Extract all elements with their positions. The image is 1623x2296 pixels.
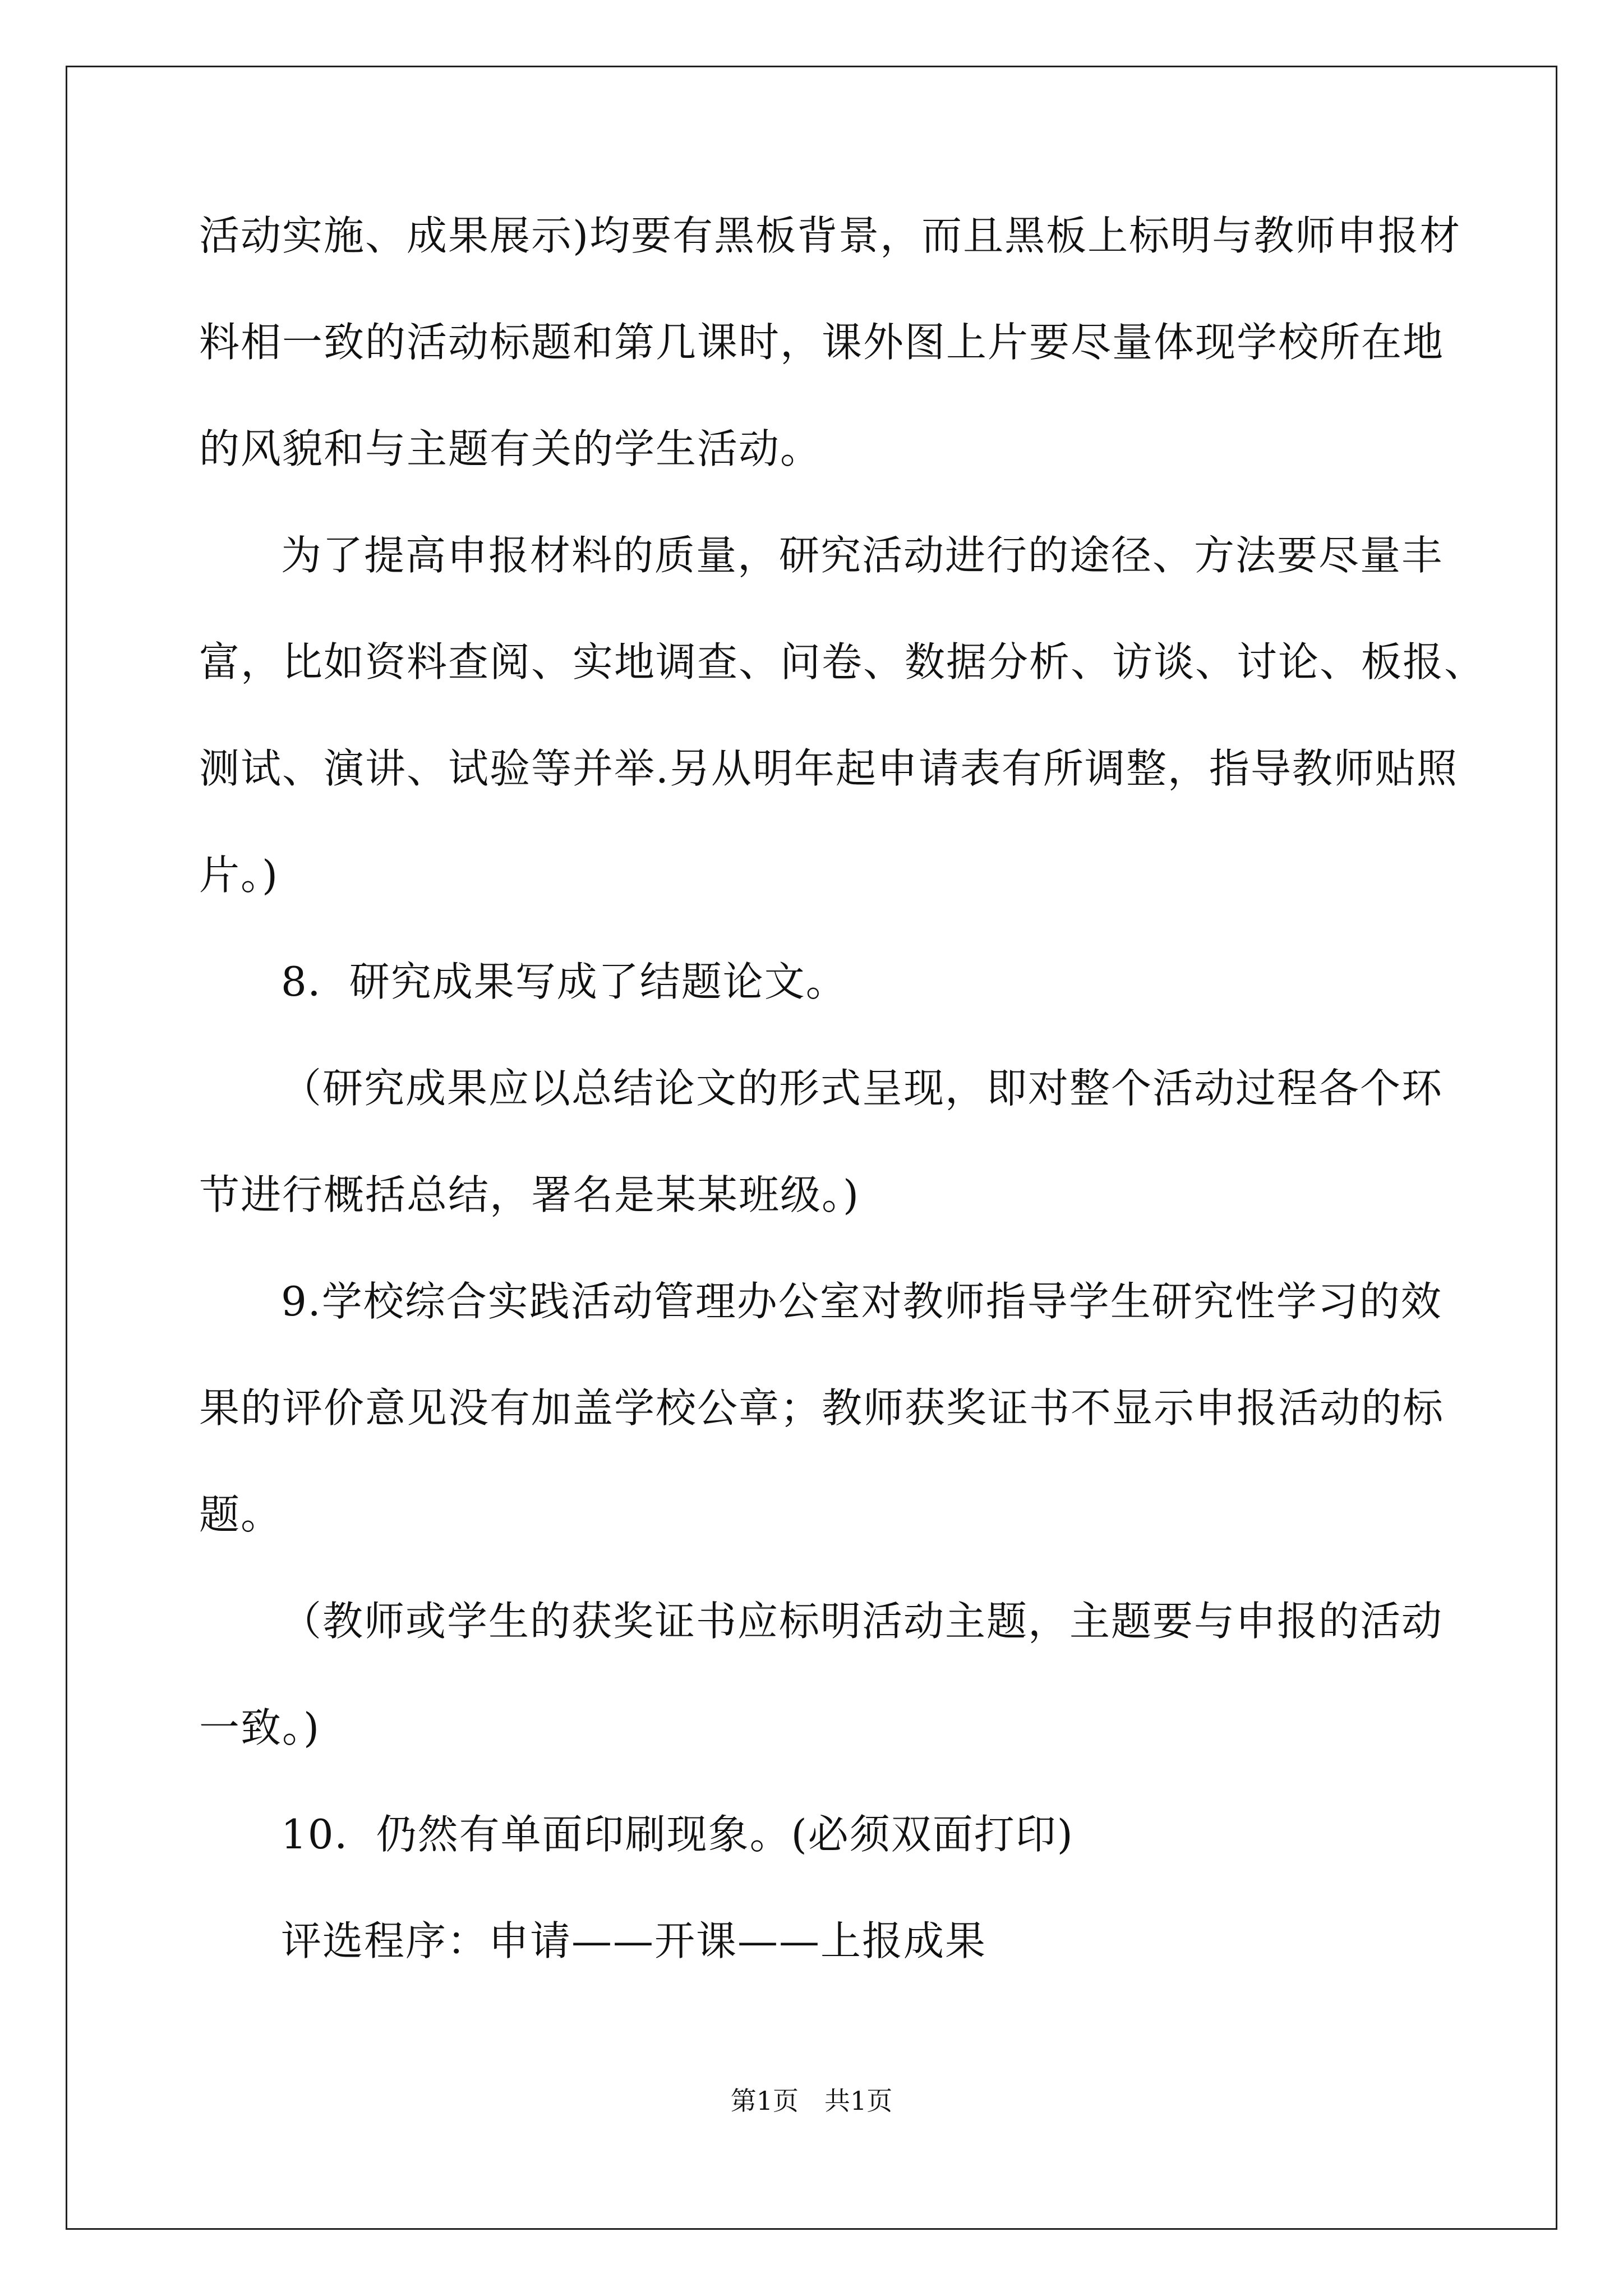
- text-line: 题。: [199, 1491, 283, 1538]
- text-line: 果的评价意见没有加盖学校公章；教师获奖证书不显示申报活动的标: [199, 1384, 1445, 1432]
- page-number-footer: 第1页 共1页: [730, 2086, 893, 2116]
- numbered-item-9: 9.学校综合实践活动管理办公室对教师指导学生研究性学习的效: [281, 1278, 1442, 1325]
- numbered-item-10: 10．仍然有单面印刷现象。(必须双面打印): [281, 1811, 1074, 1858]
- text-line: 富，比如资料查阅、实地调查、问卷、数据分析、访谈、讨论、板报、: [199, 638, 1486, 685]
- selection-procedure: 评选程序：申请——开课——上报成果: [281, 1917, 987, 1964]
- text-line: 活动实施、成果展示)均要有黑板背景，而且黑板上标明与教师申报材: [199, 212, 1461, 259]
- numbered-item-8: 8．研究成果写成了结题论文。: [281, 958, 847, 1005]
- text-line: 料相一致的活动标题和第几课时，课外图上片要尽量体现学校所在地: [199, 319, 1445, 366]
- paragraph-start: 为了提高申报材料的质量，研究活动进行的途径、方法要尽量丰: [281, 532, 1444, 579]
- text-line: 片。): [199, 852, 279, 899]
- text-line: 测试、演讲、试验等并举.另从明年起申请表有所调整，指导教师贴照: [199, 745, 1458, 792]
- text-line: 节进行概括总结，署名是某某班级。): [199, 1171, 860, 1218]
- text-line: 的风貌和与主题有关的学生活动。: [199, 425, 822, 472]
- text-line: 一致。): [199, 1704, 321, 1751]
- note-paragraph: （教师或学生的获奖证书应标明活动主题，主题要与申报的活动: [281, 1598, 1444, 1645]
- note-paragraph: （研究成果应以总结论文的形式呈现，即对整个活动过程各个环: [281, 1065, 1444, 1112]
- document-body: [199, 210, 1489, 2022]
